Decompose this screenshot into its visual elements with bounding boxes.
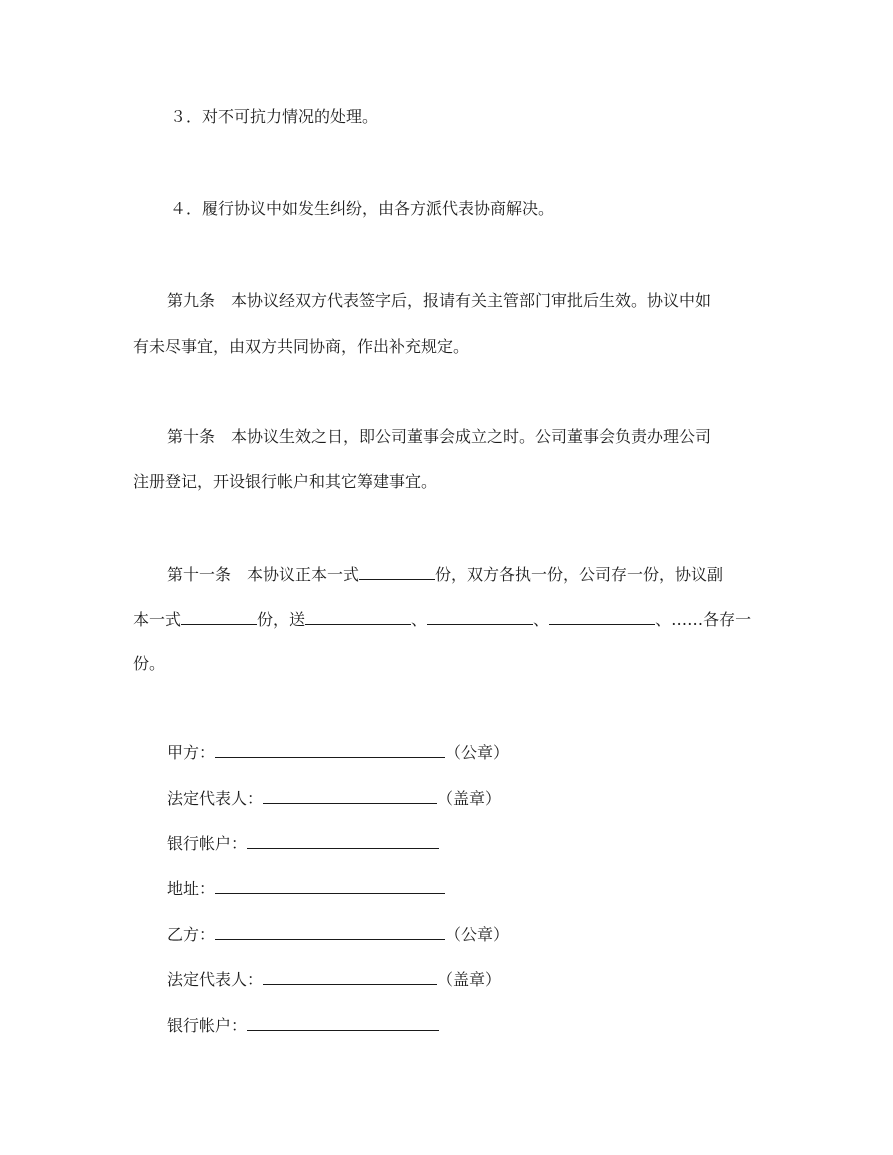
party-b-seal: （公章） bbox=[445, 925, 510, 944]
article-10-text-1: 本协议生效之日，即公司董事会成立之时。公司董事会负责办理公司 bbox=[231, 427, 712, 446]
article-11-line-2 bbox=[133, 608, 751, 630]
party-a-legal-rep-row bbox=[167, 787, 501, 809]
legal-rep-seal: （盖章） bbox=[437, 789, 502, 808]
party-a-bank-field[interactable] bbox=[247, 832, 439, 849]
article-11-text-2-end: 、……各存一 bbox=[655, 610, 752, 629]
recipient-1-blank[interactable] bbox=[305, 608, 411, 625]
party-a-address-field[interactable] bbox=[215, 877, 445, 894]
article-9-line-2 bbox=[133, 336, 469, 358]
item-4 bbox=[170, 198, 554, 220]
legal-rep-seal: （盖章） bbox=[437, 970, 502, 989]
article-11-sep-1: 、 bbox=[411, 610, 428, 629]
article-10-line-1 bbox=[167, 426, 711, 448]
article-11-text-1b: 份，双方各执一份，公司存一份，协议副 bbox=[435, 565, 724, 584]
article-11-text-1a: 本协议正本一式 bbox=[247, 565, 360, 584]
copies-duplicate-blank[interactable] bbox=[181, 608, 257, 625]
legal-rep-label: 法定代表人： bbox=[167, 970, 264, 989]
address-label: 地址： bbox=[167, 879, 216, 898]
item-3 bbox=[170, 106, 378, 128]
party-b-row bbox=[167, 923, 509, 945]
article-11-title: 第十一条 bbox=[167, 565, 232, 584]
party-a-seal: （公章） bbox=[445, 743, 510, 762]
article-11-line-1 bbox=[167, 563, 723, 585]
legal-rep-label: 法定代表人： bbox=[167, 789, 264, 808]
article-10-text-2: 注册登记，开设银行帐户和其它筹建事宜。 bbox=[133, 472, 438, 491]
article-9-text-1: 本协议经双方代表签字后，报请有关主管部门审批后生效。协议中如 bbox=[231, 291, 712, 310]
item-3-text: ３．对不可抗力情况的处理。 bbox=[170, 107, 379, 126]
article-9-line-1 bbox=[167, 290, 711, 312]
party-b-bank-field[interactable] bbox=[247, 1014, 439, 1031]
bank-account-label: 银行帐户： bbox=[167, 834, 248, 853]
party-a-bank-row bbox=[167, 832, 439, 854]
party-b-bank-row bbox=[167, 1014, 439, 1036]
party-a-legal-rep-field[interactable] bbox=[263, 787, 437, 804]
article-10-title: 第十条 bbox=[167, 427, 216, 446]
party-a-label: 甲方： bbox=[167, 743, 216, 762]
recipient-3-blank[interactable] bbox=[549, 608, 655, 625]
article-9-text-2: 有未尽事宜，由双方共同协商，作出补充规定。 bbox=[133, 337, 470, 356]
party-b-legal-rep-field[interactable] bbox=[263, 968, 437, 985]
copies-original-blank[interactable] bbox=[359, 563, 435, 580]
article-9-title: 第九条 bbox=[167, 291, 216, 310]
bank-account-label: 银行帐户： bbox=[167, 1016, 248, 1035]
party-b-label: 乙方： bbox=[167, 925, 216, 944]
party-a-field[interactable] bbox=[215, 741, 445, 758]
party-b-legal-rep-row bbox=[167, 968, 501, 990]
article-11-text-2b: 份，送 bbox=[257, 610, 306, 629]
article-11-sep-2: 、 bbox=[533, 610, 550, 629]
party-b-field[interactable] bbox=[215, 923, 445, 940]
article-11-text-3: 份。 bbox=[133, 654, 166, 673]
article-10-line-2 bbox=[133, 471, 437, 493]
recipient-2-blank[interactable] bbox=[427, 608, 533, 625]
article-11-line-3 bbox=[133, 653, 165, 675]
party-a-row bbox=[167, 741, 509, 763]
party-a-address-row bbox=[167, 877, 445, 899]
article-11-text-2a: 本一式 bbox=[133, 610, 182, 629]
item-4-text: ４．履行协议中如发生纠纷，由各方派代表协商解决。 bbox=[170, 199, 555, 218]
